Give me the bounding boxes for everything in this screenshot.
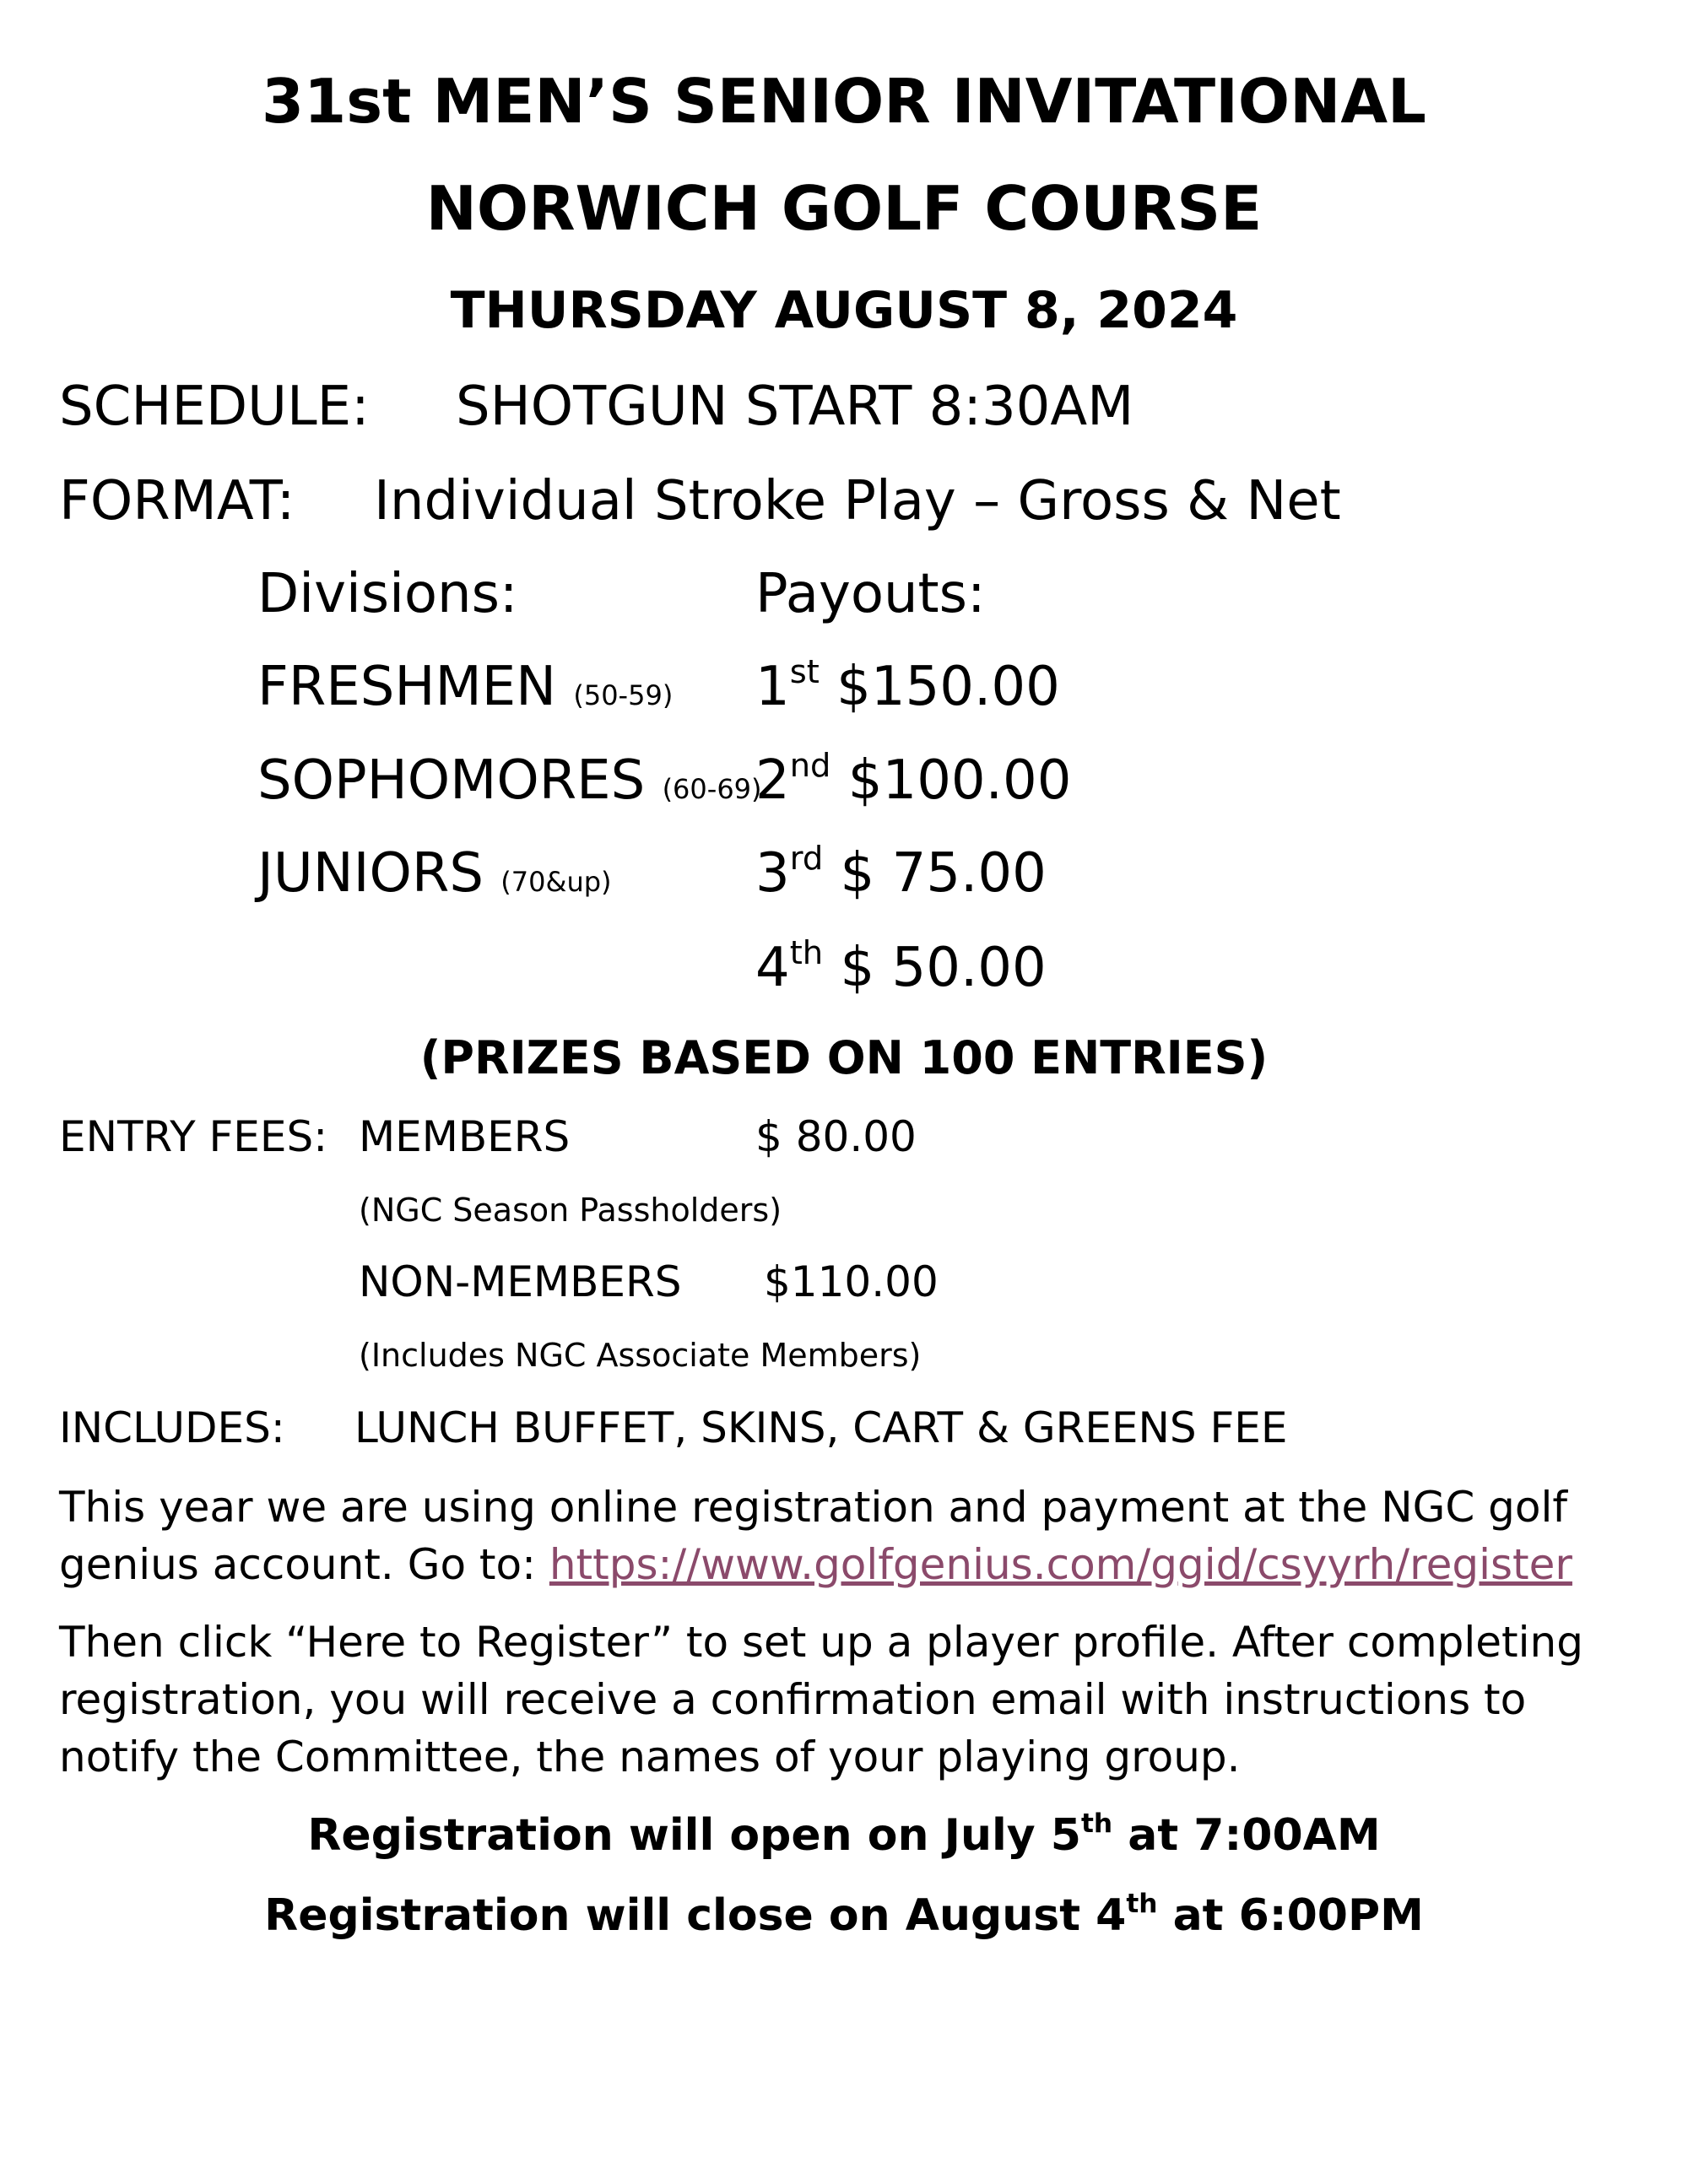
includes-label: INCLUDES:: [59, 1403, 285, 1452]
nonmembers-fee: $110.00: [764, 1257, 939, 1306]
division-name: SOPHOMORES: [257, 749, 646, 812]
event-date: THURSDAY AUGUST 8, 2024: [450, 281, 1238, 340]
course-name: NORWICH GOLF COURSE: [425, 173, 1263, 244]
registration-open-prefix: Registration will open on July 5: [307, 1810, 1081, 1861]
includes-value: LUNCH BUFFET, SKINS, CART & GREENS FEE: [354, 1403, 1288, 1452]
division-name: FRESHMEN: [257, 656, 556, 718]
instructions-paragraph: Then click “Here to Register” to set up a player profile. After completing registration, you will receive a confirmation email with instructions to notify the Committee, the names of your playing group.: [59, 1618, 1583, 1781]
members-fee: $ 80.00: [755, 1112, 917, 1161]
schedule-value: SHOTGUN START 8:30AM: [456, 376, 1134, 438]
payout-amount: $ 50.00: [840, 937, 1047, 999]
division-juniors: [257, 842, 612, 905]
prizes-note: (PRIZES BASED ON 100 ENTRIES): [419, 1031, 1269, 1084]
payout-place: 4: [755, 937, 790, 999]
schedule-label: SCHEDULE:: [59, 376, 370, 438]
nonmembers-label: NON-MEMBERS: [359, 1257, 682, 1306]
format-label: FORMAT:: [59, 470, 295, 532]
payouts-heading: Payouts:: [755, 563, 986, 625]
payout-2nd: [755, 746, 1072, 812]
registration-open-suffix: th: [1081, 1808, 1113, 1839]
registration-close: [0, 1890, 1688, 1941]
payout-amount: $150.00: [836, 656, 1060, 718]
division-name: JUNIORS: [257, 842, 484, 905]
payout-suffix: nd: [789, 746, 831, 785]
division-sophomores: [257, 749, 762, 812]
registration-link[interactable]: https://www.golfgenius.com/ggid/csyyrh/register: [549, 1540, 1572, 1589]
payout-place: 1: [755, 656, 790, 718]
page-title: 31st MEN’S SENIOR INVITATIONAL: [262, 66, 1426, 137]
members-note: (NGC Season Passholders): [359, 1192, 782, 1229]
registration-close-prefix: Registration will close on August 4: [264, 1890, 1127, 1941]
entry-fees-label: ENTRY FEES:: [59, 1112, 328, 1161]
divisions-heading: Divisions:: [257, 563, 518, 625]
registration-open-rest: at 7:00AM: [1112, 1810, 1381, 1861]
nonmembers-note: (Includes NGC Associate Members): [359, 1337, 922, 1374]
payout-3rd: [755, 839, 1047, 905]
registration-close-suffix: th: [1126, 1888, 1158, 1919]
registration-paragraph: [59, 1479, 1646, 1593]
registration-text: This year we are using online registration and payment at the NGC golf genius account. Go to:: [59, 1483, 1567, 1589]
registration-open: [0, 1810, 1688, 1861]
registration-close-rest: at 6:00PM: [1157, 1890, 1424, 1941]
division-ages: (50-59): [573, 679, 674, 711]
payout-place: 2: [755, 749, 790, 812]
format-value: Individual Stroke Play – Gross & Net: [374, 470, 1341, 532]
payout-4th: [755, 933, 1047, 999]
payout-suffix: rd: [789, 839, 824, 878]
members-label: MEMBERS: [359, 1112, 571, 1161]
division-freshmen: [257, 656, 673, 718]
payout-suffix: st: [789, 652, 820, 691]
payout-amount: $100.00: [847, 749, 1072, 812]
payout-1st: [755, 652, 1060, 718]
payout-place: 3: [755, 842, 790, 905]
division-ages: (60-69): [662, 773, 762, 805]
division-ages: (70&up): [500, 866, 612, 898]
payout-suffix: th: [789, 933, 824, 972]
payout-amount: $ 75.00: [840, 842, 1047, 905]
